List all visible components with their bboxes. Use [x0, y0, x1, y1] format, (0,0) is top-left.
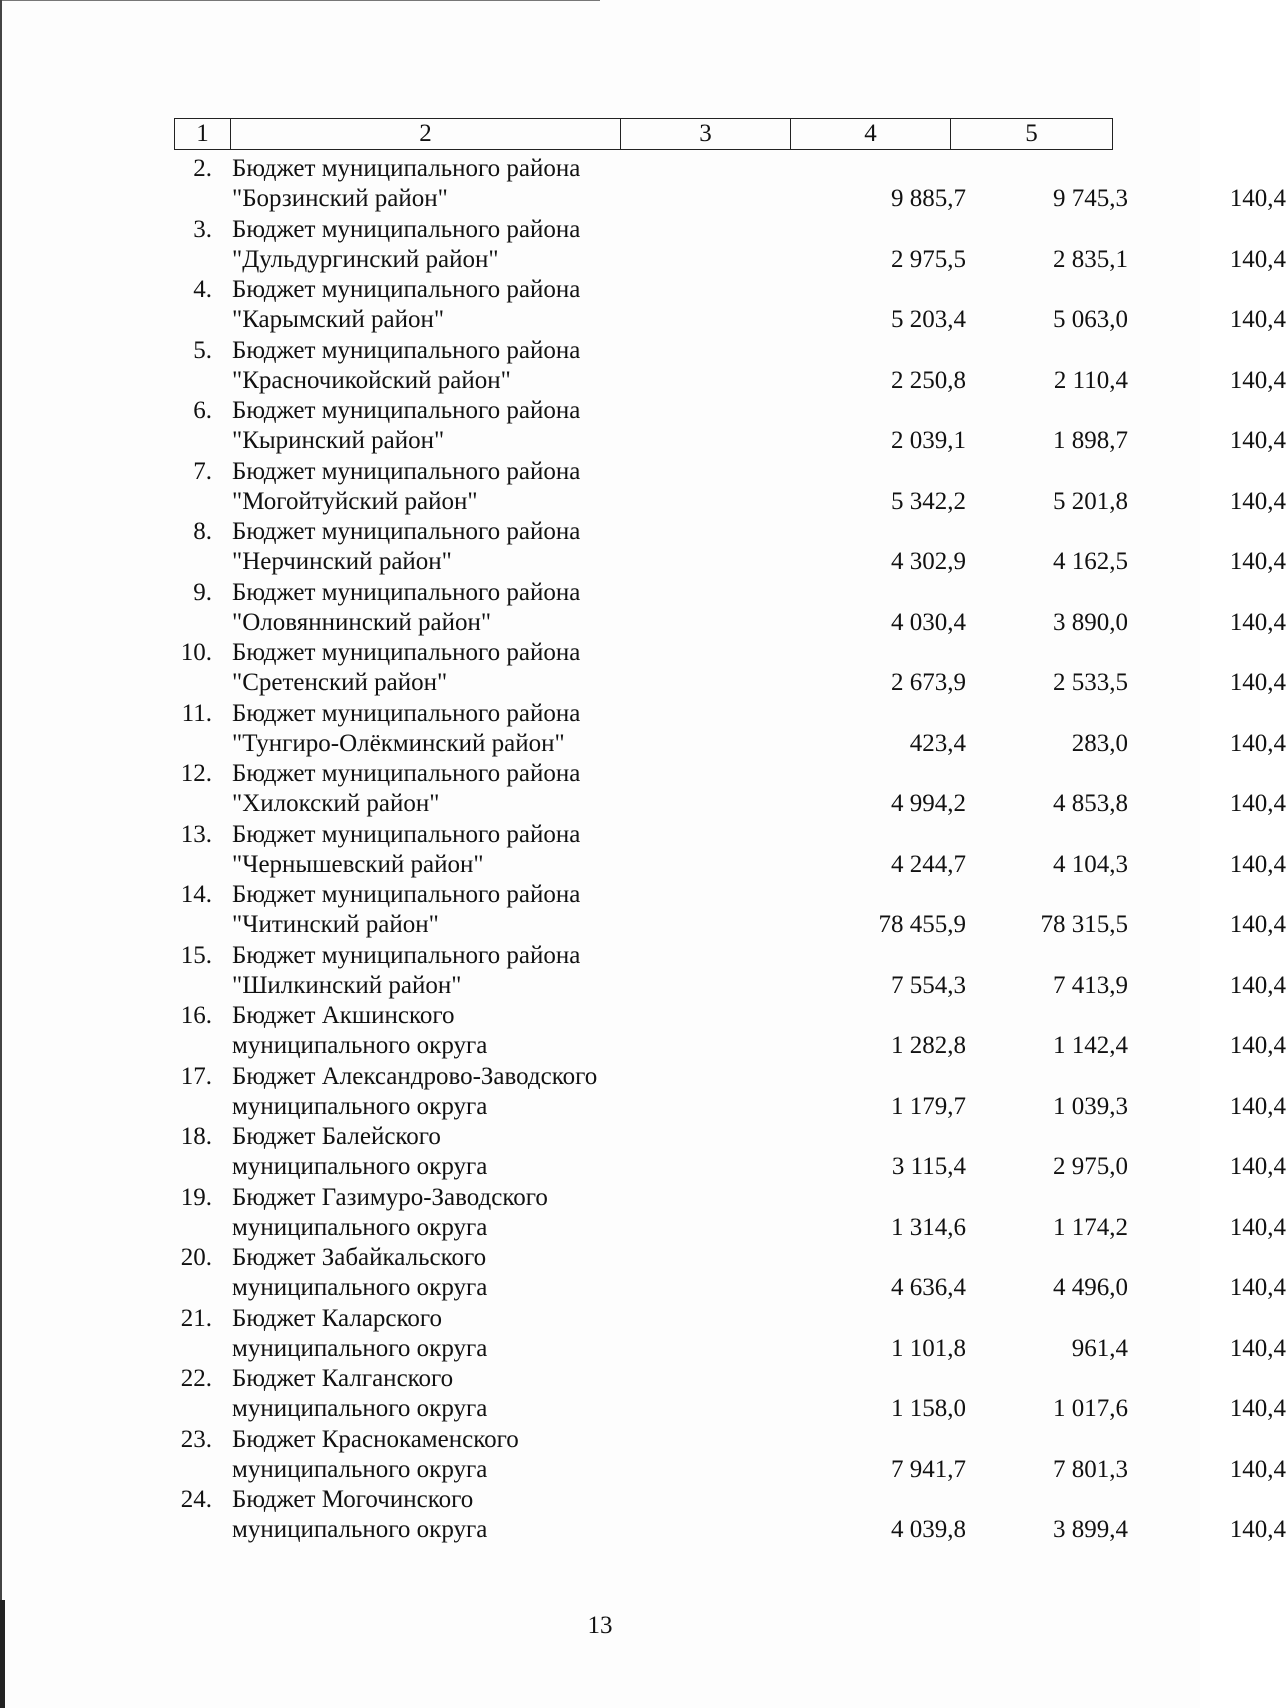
- header-row: [175, 119, 1113, 150]
- value-col4: 4 496,0: [1053, 1274, 1128, 1301]
- value-col4: 4 853,8: [1053, 790, 1128, 817]
- row-number: 16.: [180, 1002, 212, 1029]
- value-col4: 961,4: [1071, 1334, 1128, 1362]
- table-row: [174, 1183, 1286, 1244]
- table-row: [174, 1062, 1286, 1123]
- column-number-header: [174, 118, 1113, 150]
- budget-name-line1: Бюджет муниципального района: [232, 155, 581, 182]
- budget-name-line2: "Читинский район": [232, 911, 439, 938]
- table-row: [174, 699, 1286, 760]
- budget-name-line1: Бюджет Краснокаменского: [232, 1425, 519, 1453]
- table-row: [174, 1364, 1286, 1425]
- value-col3: 1 282,8: [891, 1032, 966, 1059]
- value-col5: 140,4: [1229, 1516, 1286, 1543]
- value-col3: 9 885,7: [891, 185, 966, 212]
- value-col5: 140,4: [1229, 487, 1286, 515]
- value-col4: 283,0: [1071, 729, 1128, 757]
- value-col5: 140,4: [1229, 911, 1286, 938]
- value-col5: 140,4: [1229, 1274, 1286, 1301]
- table-row: [174, 1243, 1286, 1304]
- table-row: [174, 1425, 1286, 1486]
- row-number: 2.: [193, 155, 212, 182]
- table-row: [174, 396, 1286, 457]
- value-col3: 4 039,8: [891, 1516, 966, 1543]
- value-col4: 4 104,3: [1053, 850, 1128, 878]
- budget-name-line1: Бюджет муниципального района: [232, 639, 581, 666]
- value-col5: 140,4: [1229, 729, 1286, 757]
- table-row: [174, 215, 1286, 276]
- value-col3: 5 203,4: [891, 306, 966, 333]
- value-col5: 140,4: [1229, 608, 1286, 636]
- table-row: [174, 941, 1286, 1002]
- budget-name-line2: "Шилкинский район": [232, 971, 462, 999]
- value-col4: 3 899,4: [1053, 1516, 1128, 1543]
- row-number: 12.: [180, 760, 212, 787]
- value-col4: 2 835,1: [1053, 245, 1128, 273]
- page-number: 13: [587, 1612, 613, 1639]
- row-number: 20.: [180, 1244, 212, 1271]
- value-col3: 4 244,7: [891, 850, 966, 878]
- budget-name-line1: Бюджет муниципального района: [232, 336, 581, 364]
- value-col5: 140,4: [1229, 1153, 1286, 1180]
- row-number: 21.: [180, 1304, 212, 1332]
- value-col3: 4 302,9: [891, 548, 966, 575]
- budget-name-line1: Бюджет Акшинского: [232, 1002, 455, 1029]
- value-col3: 1 101,8: [891, 1334, 966, 1362]
- value-col3: 5 342,2: [891, 487, 966, 515]
- budget-name-line1: Бюджет муниципального района: [232, 215, 581, 243]
- value-col4: 2 975,0: [1053, 1153, 1128, 1180]
- value-col4: 5 063,0: [1053, 306, 1128, 333]
- budget-name-line2: "Карымский район": [232, 306, 445, 333]
- budget-name-line1: Бюджет муниципального района: [232, 760, 581, 787]
- row-number: 11.: [181, 699, 212, 727]
- row-number: 4.: [193, 276, 212, 303]
- value-col3: 2 975,5: [891, 245, 966, 273]
- value-col5: 140,4: [1229, 971, 1286, 999]
- budget-name-line1: Бюджет Каларского: [232, 1304, 443, 1332]
- row-number: 13.: [180, 820, 212, 848]
- budget-name-line1: Бюджет муниципального района: [232, 276, 581, 303]
- value-col4: 1 039,3: [1053, 1092, 1128, 1120]
- budget-name-line1: Бюджет Забайкальского: [232, 1244, 487, 1271]
- budget-name-line2: "Дульдургинский район": [232, 245, 499, 273]
- table-row: [174, 1001, 1286, 1062]
- row-number: 9.: [193, 578, 212, 606]
- value-col5: 140,4: [1229, 1092, 1286, 1120]
- value-col3: 423,4: [909, 729, 966, 757]
- budget-name-line1: Бюджет муниципального района: [232, 578, 581, 606]
- budget-name-line2: муниципального округа: [232, 1516, 488, 1543]
- value-col3: 4 994,2: [891, 790, 966, 817]
- table-row: [174, 880, 1286, 941]
- value-col5: 140,4: [1229, 185, 1286, 212]
- header-cell-5: 5: [951, 119, 1113, 150]
- value-col4: 9 745,3: [1053, 185, 1128, 212]
- budget-name-line1: Бюджет муниципального района: [232, 397, 581, 424]
- value-col5: 140,4: [1229, 366, 1286, 394]
- header-cell-3: 3: [621, 119, 791, 150]
- budget-rows: [174, 154, 1286, 1546]
- value-col4: 2 533,5: [1053, 669, 1128, 696]
- value-col3: 7 941,7: [891, 1455, 966, 1483]
- budget-name-line1: Бюджет муниципального района: [232, 820, 581, 848]
- value-col4: 1 017,6: [1053, 1395, 1128, 1422]
- budget-name-line2: "Сретенский район": [232, 669, 448, 696]
- budget-name-line2: "Чернышевский район": [232, 850, 484, 878]
- scan-edge-left: [0, 0, 2, 1708]
- table-row: [174, 1304, 1286, 1365]
- table-row: [174, 336, 1286, 397]
- row-number: 6.: [193, 397, 212, 424]
- value-col4: 7 413,9: [1053, 971, 1128, 999]
- value-col5: 140,4: [1229, 1213, 1286, 1241]
- budget-name-line1: Бюджет Калганского: [232, 1365, 454, 1392]
- budget-name-line2: "Кыринский район": [232, 427, 445, 454]
- value-col5: 140,4: [1229, 306, 1286, 333]
- budget-name-line2: муниципального округа: [232, 1213, 488, 1241]
- row-number: 18.: [180, 1123, 212, 1150]
- budget-name-line2: муниципального округа: [232, 1092, 488, 1120]
- header-cell-2: 2: [231, 119, 621, 150]
- budget-name-line2: муниципального округа: [232, 1455, 488, 1483]
- value-col3: 1 179,7: [891, 1092, 966, 1120]
- value-col3: 4 636,4: [891, 1274, 966, 1301]
- header-cell-1: 1: [175, 119, 231, 150]
- budget-name-line2: муниципального округа: [232, 1032, 488, 1059]
- budget-name-line2: "Борзинский район": [232, 185, 448, 212]
- value-col5: 140,4: [1229, 669, 1286, 696]
- value-col4: 5 201,8: [1053, 487, 1128, 515]
- value-col5: 140,4: [1229, 1334, 1286, 1362]
- budget-name-line2: муниципального округа: [232, 1334, 488, 1362]
- budget-name-line1: Бюджет Могочинского: [232, 1486, 474, 1513]
- row-number: 22.: [180, 1365, 212, 1392]
- value-col4: 3 890,0: [1053, 608, 1128, 636]
- budget-name-line1: Бюджет муниципального района: [232, 518, 581, 545]
- row-number: 14.: [180, 881, 212, 908]
- value-col3: 1 158,0: [891, 1395, 966, 1422]
- value-col5: 140,4: [1229, 245, 1286, 273]
- budget-name-line1: Бюджет муниципального района: [232, 881, 581, 908]
- value-col3: 4 030,4: [891, 608, 966, 636]
- scan-edge-top: [0, 0, 600, 1]
- row-number: 15.: [180, 941, 212, 969]
- table-row: [174, 1122, 1286, 1183]
- budget-name-line1: Бюджет Газимуро-Заводского: [232, 1183, 548, 1211]
- table-row: [174, 578, 1286, 639]
- table-row: [174, 638, 1286, 699]
- table-row: [174, 457, 1286, 518]
- value-col5: 140,4: [1229, 1032, 1286, 1059]
- row-number: 8.: [193, 518, 212, 545]
- row-number: 17.: [180, 1062, 212, 1090]
- value-col3: 3 115,4: [891, 1153, 966, 1180]
- table-row: [174, 1485, 1286, 1546]
- row-number: 5.: [193, 336, 212, 364]
- budget-name-line2: "Красночикойский район": [232, 366, 511, 394]
- budget-name-line1: Бюджет Александрово-Заводского: [232, 1062, 598, 1090]
- table-row: [174, 759, 1286, 820]
- budget-name-line2: муниципального округа: [232, 1395, 488, 1422]
- value-col5: 140,4: [1229, 548, 1286, 575]
- header-cell-4: 4: [791, 119, 951, 150]
- budget-name-line1: Бюджет муниципального района: [232, 457, 581, 485]
- value-col4: 1 142,4: [1053, 1032, 1128, 1059]
- value-col3: 2 039,1: [891, 427, 966, 454]
- row-number: 7.: [193, 457, 212, 485]
- table-row: [174, 820, 1286, 881]
- budget-name-line2: муниципального округа: [232, 1274, 488, 1301]
- table-row: [174, 275, 1286, 336]
- budget-name-line2: "Тунгиро-Олёкминский район": [232, 729, 565, 757]
- value-col4: 1 898,7: [1053, 427, 1128, 454]
- value-col3: 1 314,6: [891, 1213, 966, 1241]
- value-col5: 140,4: [1229, 1455, 1286, 1483]
- value-col4: 2 110,4: [1053, 366, 1128, 394]
- table-row: [174, 154, 1286, 215]
- budget-name-line2: муниципального округа: [232, 1153, 488, 1180]
- row-number: 3.: [193, 215, 212, 243]
- value-col5: 140,4: [1229, 850, 1286, 878]
- value-col4: 7 801,3: [1053, 1455, 1128, 1483]
- row-number: 23.: [180, 1425, 212, 1453]
- value-col4: 78 315,5: [1040, 911, 1128, 938]
- row-number: 19.: [180, 1183, 212, 1211]
- budget-name-line2: "Нерчинский район": [232, 548, 452, 575]
- value-col5: 140,4: [1229, 790, 1286, 817]
- value-col3: 2 250,8: [891, 366, 966, 394]
- row-number: 24.: [180, 1486, 212, 1513]
- budget-name-line2: "Хилокский район": [232, 790, 440, 817]
- budget-name-line2: "Могойтуйский район": [232, 487, 478, 515]
- value-col3: 7 554,3: [891, 971, 966, 999]
- budget-name-line2: "Оловяннинский район": [232, 608, 492, 636]
- row-number: 10.: [180, 639, 212, 666]
- value-col3: 2 673,9: [891, 669, 966, 696]
- value-col4: 4 162,5: [1053, 548, 1128, 575]
- value-col5: 140,4: [1229, 427, 1286, 454]
- value-col5: 140,4: [1229, 1395, 1286, 1422]
- budget-name-line1: Бюджет муниципального района: [232, 699, 581, 727]
- budget-name-line1: Бюджет муниципального района: [232, 941, 581, 969]
- budget-name-line1: Бюджет Балейского: [232, 1123, 441, 1150]
- value-col4: 1 174,2: [1053, 1213, 1128, 1241]
- value-col3: 78 455,9: [878, 911, 966, 938]
- table-row: [174, 517, 1286, 578]
